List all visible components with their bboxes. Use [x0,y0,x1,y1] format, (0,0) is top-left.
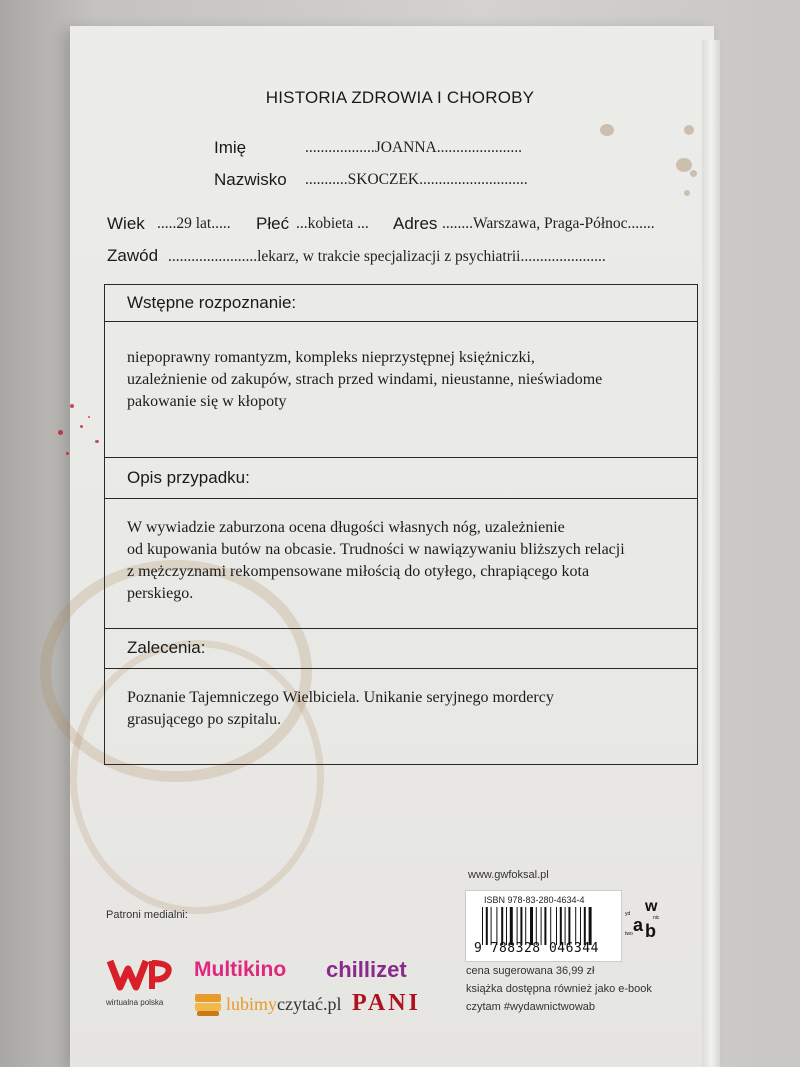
zawod-label: Zawód [107,246,159,265]
publisher-website: www.gwfoksal.pl [468,869,549,881]
section-heading-opis: Opis przypadku: [127,468,250,487]
nazwisko-value: ...........SKOCZEK............................ [305,171,528,188]
wp-caption: wirtualna polska [106,998,164,1007]
diagnosis-form-box [104,284,698,765]
isbn-text: ISBN 978-83-280-4634-4 [484,895,585,905]
plec-label: Płeć [256,214,290,233]
zawod-value: .......................lekarz, w trakcie specjalizacji z psychiatrii...................... [168,248,606,265]
isbn-barcode [465,890,622,962]
blood-splatter [66,452,69,455]
section-heading-rozpoznanie: Wstępne rozpoznanie: [127,293,297,312]
adres-value: ........Warszawa, Praga-Północ....... [442,215,655,232]
coffee-stain-dot [690,170,697,177]
lubimy-czytac-logo [226,994,341,1015]
coffee-stain-dot [684,190,690,196]
divider [105,321,697,322]
svg-text:two: two [625,931,633,937]
wydawnictwo-ab-logo [625,895,665,945]
blood-splatter [88,416,90,418]
book-page-edge [702,40,720,1067]
svg-text:nic: nic [653,915,660,921]
pani-logo: PANI [352,990,421,1016]
lubimy-czytac-book-icon [193,990,223,1018]
divider [105,668,697,669]
blood-splatter [58,430,63,435]
wp-logo-icon [106,957,186,997]
svg-text:a: a [633,915,644,935]
ebook-text: książka dostępna również jako e-book [466,983,652,995]
patrons-label: Patroni medialni: [106,909,188,921]
coffee-stain-dot [684,125,694,135]
section-body-zalecenia: Poznanie Tajemniczego Wielbiciela. Unikanie seryjnego mordercy grasującego po szpitalu. [127,689,554,728]
imie-label: Imię [214,138,247,157]
divider [105,628,697,629]
section-body-rozpoznanie: niepoprawny romantyzm, kompleks nieprzystępnej księżniczki, uzależnienie od zakupów, strach przed windami, nieustanne, nieświadome pakowanie się w kłopoty [127,349,603,410]
adres-label: Adres [393,214,438,233]
lubimy-part: lubimy [226,994,278,1014]
multikino-logo: Multikino [194,958,287,981]
blood-splatter [95,440,99,443]
blood-splatter [80,425,83,428]
wiek-label: Wiek [107,214,145,233]
imie-value: ..................JOANNA...................... [305,139,522,156]
coffee-stain-dot [600,124,614,136]
nazwisko-label: Nazwisko [214,170,287,189]
section-heading-zalecenia: Zalecenia: [127,638,206,657]
svg-text:w: w [645,898,658,915]
chillizet-logo: chillizet [326,957,407,982]
section-body-opis: W wywiadzie zaburzona ocena długości własnych nóg, uzależnienie od kupowania butów na obcasie. Trudności w nawiązywaniu bliższych relacji z mężczyznami rekompensowane miłością do otyłego, chrapiącego kota perskiego. [127,519,625,602]
form-title: HISTORIA ZDROWIA I CHOROBY [265,88,535,107]
divider [105,498,697,499]
divider [105,457,697,458]
plec-value: ...kobieta ... [296,215,369,232]
wp-logo [106,957,186,1002]
blood-splatter [70,404,74,408]
svg-text:yd: yd [625,911,631,917]
barcode-bars [482,907,614,945]
hashtag-text: czytam #wydawnictwowab [466,1001,595,1013]
svg-text:b: b [645,921,656,941]
czytac-part: czytać.pl [277,994,342,1014]
coffee-stain-dot [676,158,692,172]
price-text: cena sugerowana 36,99 zł [466,965,595,977]
wiek-value: .....29 lat..... [157,215,231,232]
ean-number: 9 788328 046344 [474,941,599,956]
